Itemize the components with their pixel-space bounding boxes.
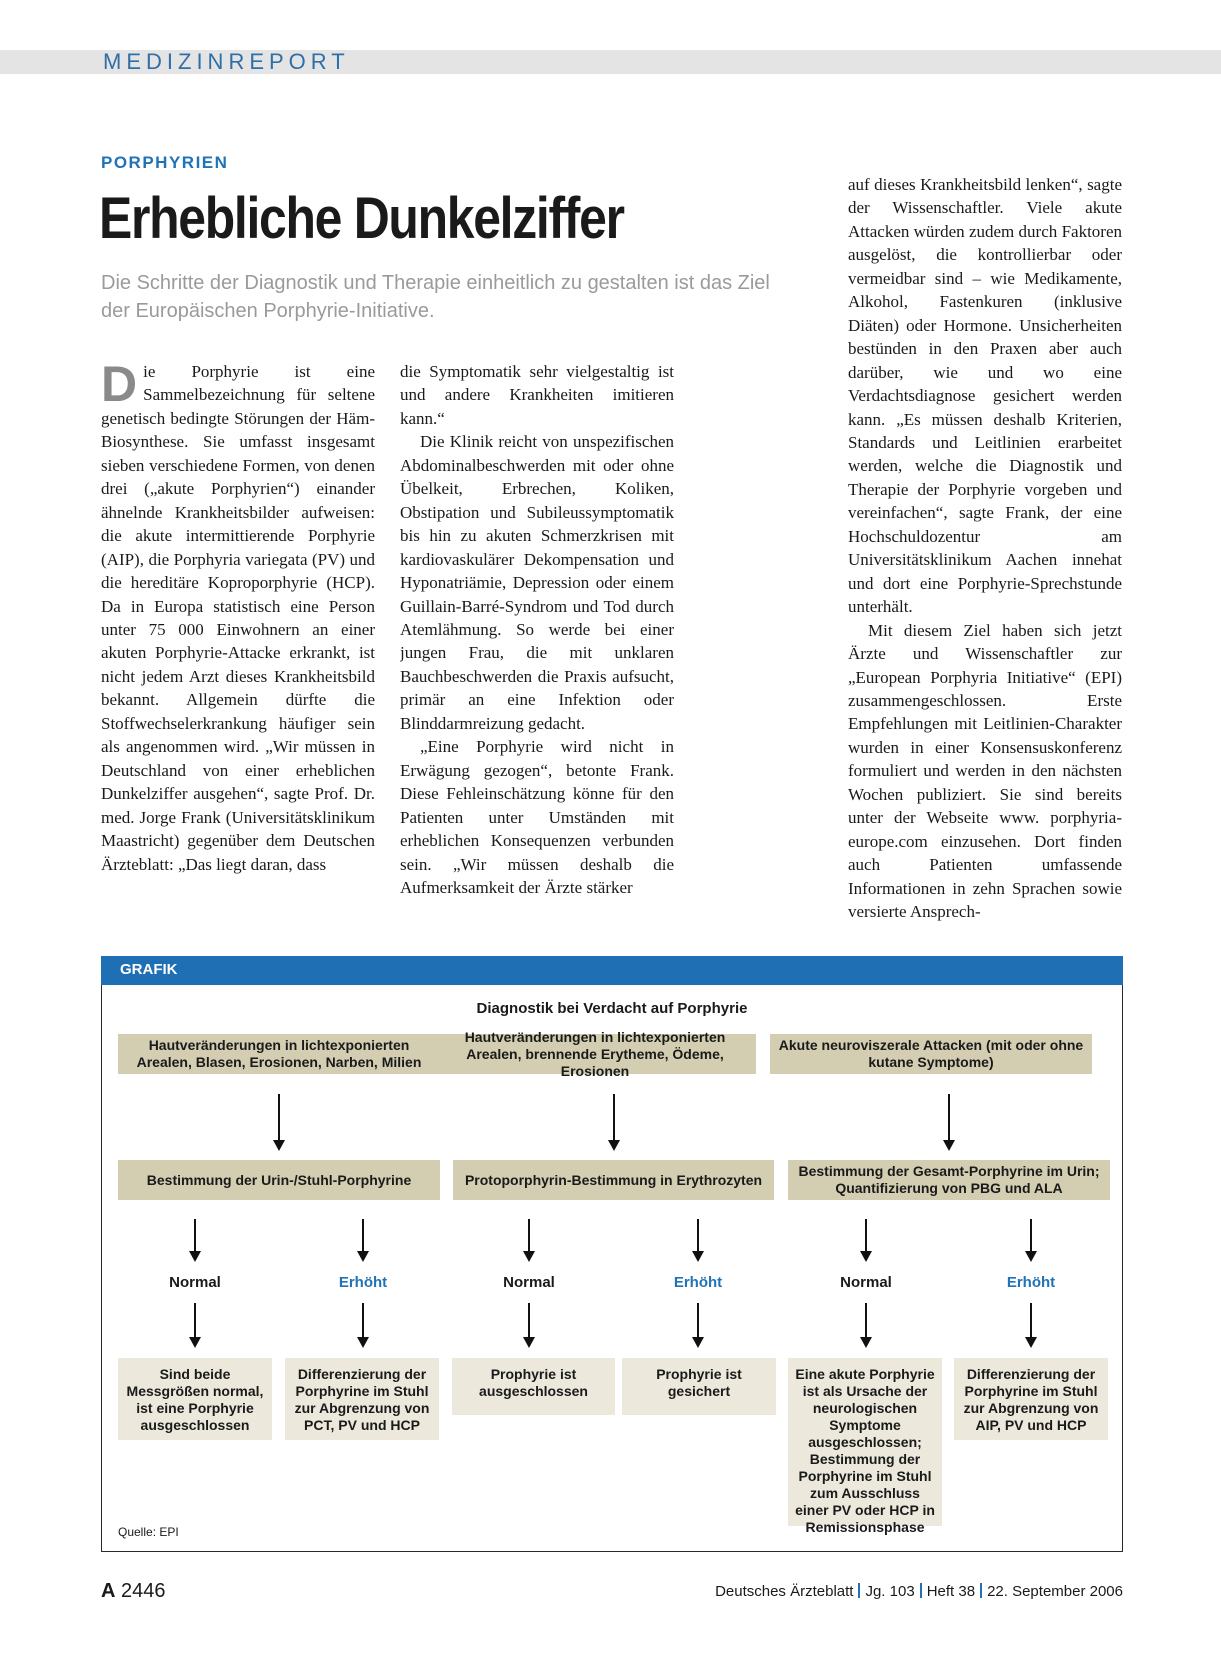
figure-label: GRAFIK: [120, 961, 178, 978]
separator: [980, 1583, 982, 1598]
flow-box-skin-erythema: Hautveränderungen in lichtexponierten Arealen, brennende Erytheme, Ödeme, Erosionen: [434, 1034, 756, 1074]
article-title: Erhebliche Dunkelziffer: [99, 186, 624, 251]
flow-box-skin-blisters: Hautveränderungen in lichtexponierten Arealen, Blasen, Erosionen, Narben, Milien: [118, 1034, 440, 1074]
flow-box-urine-stool-test: Bestimmung der Urin-/Stuhl-Porphyrine: [118, 1160, 440, 1200]
arrow-down-icon: [865, 1303, 867, 1339]
page-prefix: A: [101, 1580, 116, 1602]
arrow-down-icon: [697, 1219, 699, 1253]
flow-result-confirmed: Prophyrie ist gesichert: [622, 1358, 776, 1415]
paragraph: ie Porphyrie ist eine Sammelbezeichnung für seltene genetisch bedingte Störungen der Häm-Biosynthese. Sie umfasst insgesamt sieben verschiedene Formen, von denen drei („akute Porphyrien“) einander ähnelnde Krankheitsbilder aufweisen: die akute intermittierende Porphyrie (AIP), die Porphyria variegata (PV) und die hereditäre Koproporphyrie (HCP). Da in Europa statistisch eine Person unter 75 000 Einwohnern an einer akuten Porphyrie-Attacke erkrankt, ist nicht jedem Arzt dieses Krankheitsbild bekannt. Allgemein dürfte die Stoffwechselerkrankung häufiger sein als angenommen wird. „Wir müssen in Deutschland von einer erheblichen Dunkelziffer ausgehen“, sagte Prof. Dr. med. Jorge Frank (Universitätsklinikum Maastricht) gegenüber dem Deutschen Ärzteblatt: „Das liegt daran, dass: [101, 362, 375, 874]
paragraph: „Eine Porphyrie wird nicht in Erwägung gezogen“, betonte Frank. Diese Fehleinschätzung könne für den Patienten unter Umständen mit erheblichen Konsequenzen verbunden sein. „Wir müssen deshalb die Aufmerksamkeit der Ärzte stärker: [400, 737, 674, 897]
journal-name: Deutsches Ärzteblatt: [715, 1583, 854, 1600]
flow-result-ruled-out: Prophyrie ist ausgeschlossen: [452, 1358, 615, 1415]
arrow-down-icon: [528, 1303, 530, 1339]
paragraph: Mit diesem Ziel haben sich jetzt Ärzte und Wissenschaftler zur „European Porphyria Initiative“ (EPI) zusammengeschlossen. Erste Empfehlungen mit Leitlinien-Charakter wurden in einer Konsensuskonferenz formuliert und werden in den nächsten Wochen publiziert. Sie sind bereits unter der Webseite www. porphyria-europe.com einzusehen. Dort finden auch Patienten umfassende Informationen in zehn Sprachen sowie versierte Ansprech-: [848, 620, 1122, 922]
section-label: MEDIZINREPORT: [103, 49, 350, 74]
paragraph: auf dieses Krankheitsbild lenken“, sagte der Wissenschaftler. Viele akute Attacken würden zudem durch Faktoren ausgelöst, die kontrollierbar oder vermeidbar sind – wie Medikamente, Alkohol, Fastenkuren (inklusive Diäten) oder Hormone. Unsicherheiten bestünden in den Praxen aber auch darüber, wie und wo eine Verdachtsdiagnose gesichert werden kann. „Es müssen deshalb Kriterien, Standards und Leitlinien erarbeitet werden, welche die Diagnostik und Therapie der Porphyrie vorgeben und vereinfachen“, sagte Frank, der eine Hochschuldozentur am Universitätsklinikum Aachen innehat und dort eine Porphyrie-Sprechstunde unterhält.: [848, 175, 1122, 617]
label-normal: Normal: [169, 1274, 221, 1291]
page-number: [101, 1580, 166, 1603]
figure-title: Diagnostik bei Verdacht auf Porphyrie: [476, 1000, 748, 1017]
flow-box-neurovisceral-attacks: Akute neuroviszerale Attacken (mit oder ohne kutane Symptome): [770, 1034, 1092, 1074]
arrow-down-icon: [362, 1303, 364, 1339]
flow-result-differentiation-aip: Differenzierung der Porphyrine im Stuhl zur Abgrenzung von AIP, PV und HCP: [954, 1358, 1108, 1440]
journal-date: 22. September 2006: [987, 1583, 1123, 1600]
arrow-down-icon: [194, 1219, 196, 1253]
journal-volume: Jg. 103: [865, 1583, 915, 1600]
arrow-down-icon: [1030, 1219, 1032, 1253]
arrow-down-icon: [528, 1219, 530, 1253]
diagnostic-flowchart: [101, 956, 1123, 1552]
journal-issue: Heft 38: [926, 1583, 976, 1600]
flow-result-acute-excluded: Eine akute Porphyrie ist als Ursache der neurologischen Symptome ausgeschlossen; Bestimmung der Porphyrine im Stuhl zum Ausschluss einer PV oder HCP in Remissionsphase: [788, 1358, 942, 1526]
text-column-2: [400, 360, 674, 930]
label-normal: Normal: [503, 1274, 555, 1291]
figure-source: Quelle: EPI: [118, 1525, 179, 1539]
drop-cap: D: [101, 360, 138, 412]
separator: [920, 1583, 922, 1598]
arrow-down-icon: [194, 1303, 196, 1339]
arrow-down-icon: [948, 1094, 950, 1142]
text-column-1: [101, 360, 375, 930]
journal-reference: [715, 1583, 1123, 1600]
flow-result-differentiation-pct: Differenzierung der Porphyrine im Stuhl zur Abgrenzung von PCT, PV und HCP: [285, 1358, 439, 1440]
arrow-down-icon: [613, 1094, 615, 1142]
label-elevated: Erhöht: [338, 1274, 388, 1291]
arrow-down-icon: [1030, 1303, 1032, 1339]
arrow-down-icon: [278, 1094, 280, 1142]
arrow-down-icon: [697, 1303, 699, 1339]
flow-box-total-porphyrin-test: Bestimmung der Gesamt-Porphyrine im Urin; Quantifizierung von PBG und ALA: [788, 1160, 1110, 1200]
article-subtitle: Die Schritte der Diagnostik und Therapie einheitlich zu gestalten ist das Ziel der Europäischen Porphyrie-Initiative.: [101, 272, 770, 322]
arrow-down-icon: [865, 1219, 867, 1253]
paragraph: die Symptomatik sehr vielgestaltig ist und andere Krankheiten imitieren kann.“: [400, 362, 674, 428]
label-elevated: Erhöht: [1006, 1274, 1056, 1291]
figure-header-bar: [101, 956, 1123, 985]
label-elevated: Erhöht: [673, 1274, 723, 1291]
arrow-down-icon: [362, 1219, 364, 1253]
separator: [858, 1583, 860, 1598]
article-kicker: PORPHYRIEN: [101, 153, 229, 172]
page-number-value: 2446: [121, 1580, 166, 1602]
flow-result-excluded: Sind beide Messgrößen normal, ist eine Porphyrie ausgeschlossen: [118, 1358, 272, 1440]
label-normal: Normal: [840, 1274, 892, 1291]
flow-box-protoporphyrin-test: Protoporphyrin-Bestimmung in Erythrozyten: [453, 1160, 774, 1200]
text-column-3: [848, 173, 1122, 930]
paragraph: Die Klinik reicht von unspezifischen Abdominalbeschwerden mit oder ohne Übelkeit, Erbrechen, Koliken, Obstipation und Subileussymptomatik bis hin zu akuten Schmerzkrisen mit kardiovaskulärer Dekompensation und Hyponatriämie, Depression oder einem Guillain-Barré-Syndrom und Tod durch Atemlähmung. So werde bei einer jungen Frau, die mit unklaren Bauchbeschwerden die Praxis aufsucht, primär an eine Infektion oder Blinddarmreizung gedacht.: [400, 432, 674, 733]
